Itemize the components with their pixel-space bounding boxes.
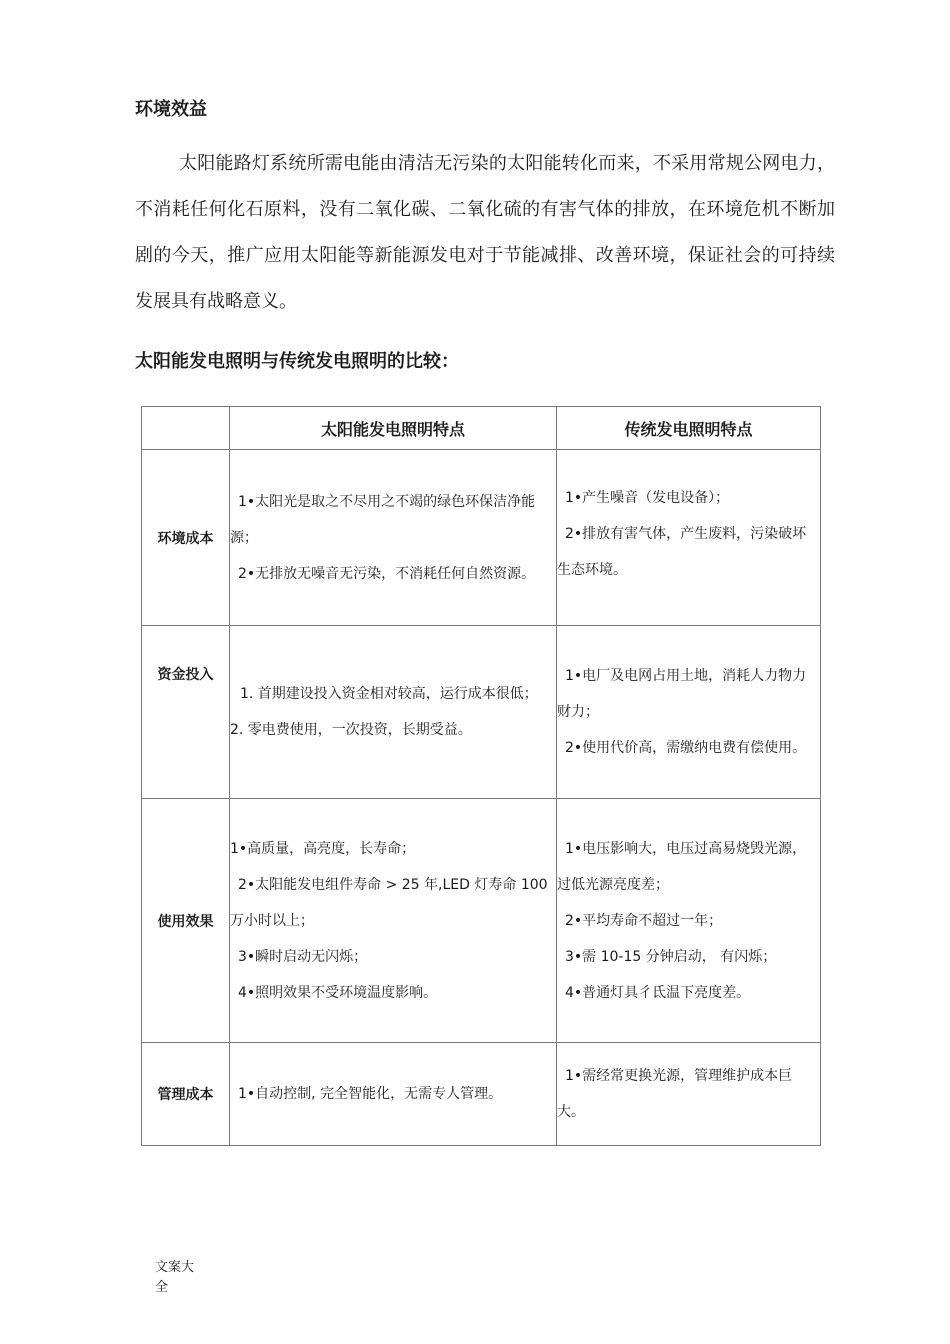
comparison-table — [141, 406, 821, 1146]
footer-text: 文案大全 — [155, 1260, 195, 1295]
list-item: 2•平均寿命不超过一年； — [565, 912, 723, 929]
row-label: 环境成本 — [142, 450, 230, 626]
table-row — [142, 450, 821, 626]
traditional-cell — [557, 1043, 821, 1146]
list-item: 1•高质量，高亮度，长寿命； — [230, 840, 416, 857]
list-item: 1•电厂及电网占用土地，消耗人力物力财力； — [557, 668, 807, 720]
solar-cell — [230, 1043, 557, 1146]
list-item: 3•需 10-15 分钟启动， 有闪烁； — [565, 948, 777, 965]
section-heading-comparison: 太阳能发电照明与传统发电照明的比较： — [135, 351, 459, 372]
list-item: 2•无排放无噪音无污染，不消耗任何自然资源。 — [238, 565, 536, 582]
list-item: 1•电压影响大，电压过高易烧毁光源，过低光源亮度差； — [557, 840, 807, 893]
list-item: 1•太阳光是取之不尽用之不竭的绿色环保洁净能源； — [230, 493, 536, 546]
environment-paragraph: 太阳能路灯系统所需电能由清洁无污染的太阳能转化而来，不采用常规公网电力，不消耗任何化石原料，没有二氧化碳、二氧化硫的有害气体的排放，在环境危机不断加剧的今天，推广应用太阳能等新能源发电对于节能减排、改善环境，保证社会的可持续发展具有战略意义。 — [135, 153, 835, 312]
header-traditional: 传统发电照明特点 — [557, 407, 821, 450]
table-row — [142, 799, 821, 1043]
solar-cell — [230, 626, 557, 799]
section-heading-environment: 环境效益 — [135, 99, 207, 120]
traditional-cell — [557, 450, 821, 626]
list-item: 2. 零电费使用，一次投资，长期受益。 — [230, 722, 472, 738]
row-label: 管理成本 — [142, 1043, 230, 1146]
list-item: 1•自动控制, 完全智能化，无需专人管理。 — [238, 1086, 503, 1102]
traditional-cell — [557, 626, 821, 799]
header-empty — [142, 407, 230, 450]
traditional-cell — [557, 799, 821, 1043]
list-item: 1•产生噪音（发电设备）； — [565, 490, 730, 506]
list-item: 4•照明效果不受环境温度影响。 — [238, 984, 438, 1001]
row-label: 使用效果 — [142, 799, 230, 1043]
list-item: 2•使用代价高，需缴纳电费有偿使用。 — [565, 740, 807, 756]
solar-cell — [230, 799, 557, 1043]
list-item: 2•排放有害气体，产生废料，污染破坏生态环境。 — [557, 526, 807, 578]
list-item: 1. 首期建设投入资金相对较高，运行成本很低； — [240, 686, 538, 702]
list-item: 1•需经常更换光源，管理维护成本巨大。 — [557, 1068, 793, 1120]
row-label: 资金投入 — [142, 626, 230, 799]
list-item: 2•太阳能发电组件寿命 > 25 年,LED 灯寿命 100 万小时以上； — [230, 876, 548, 929]
table-row — [142, 626, 821, 799]
list-item: 4•普通灯具彳氐温下亮度差。 — [565, 984, 751, 1001]
header-solar: 太阳能发电照明特点 — [230, 407, 557, 450]
table-row — [142, 1043, 821, 1146]
solar-cell — [230, 450, 557, 626]
list-item: 3•瞬时启动无闪烁； — [238, 948, 368, 965]
table-header-row — [142, 407, 821, 450]
